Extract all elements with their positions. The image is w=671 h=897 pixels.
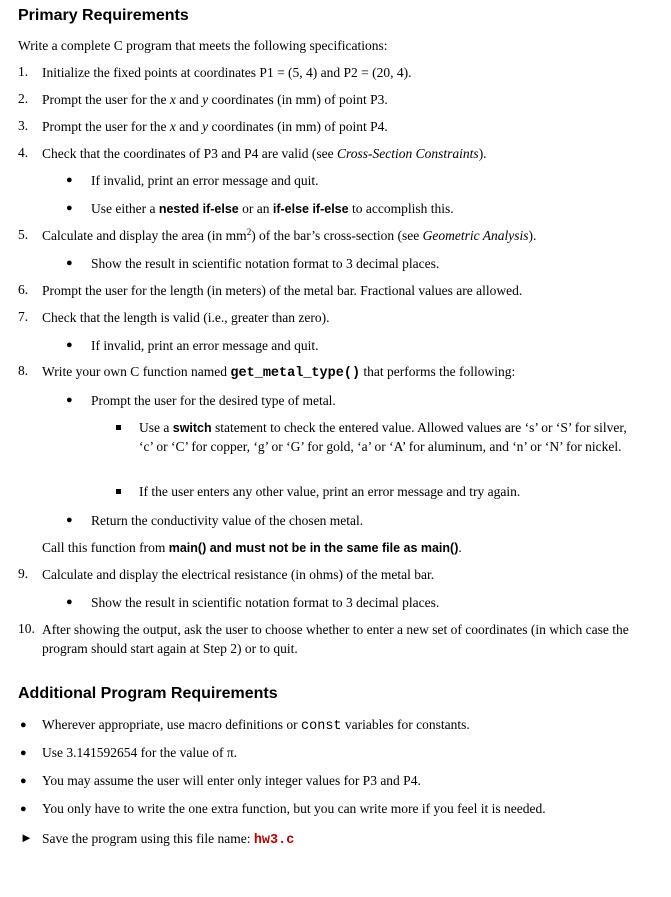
- step-8-bullet-1: Prompt the user for the desired type of metal.: [91, 393, 336, 408]
- square-bullet-icon: [116, 425, 121, 430]
- step-number: 4.: [18, 145, 29, 160]
- step-2-text: Prompt the user for the x and y coordinates (in mm) of point P3.: [42, 92, 388, 107]
- step-8-sub-bullet-2: If the user enters any other value, print an error message and try again.: [139, 484, 521, 499]
- save-instruction: Save the program using this file name: hw3.c: [42, 831, 295, 848]
- bullet-icon: ●: [66, 394, 73, 406]
- step-9-bullet-1: Show the result in scientific notation format to 3 decimal places.: [91, 595, 440, 610]
- bullet-icon: ●: [20, 747, 27, 759]
- step-number: 6.: [18, 282, 29, 297]
- step-9-text: Calculate and display the electrical resistance (in ohms) of the metal bar.: [42, 567, 435, 582]
- step-8-text: Write your own C function named get_metal_type() that performs the following:: [42, 364, 516, 381]
- step-1-text: Initialize the fixed points at coordinates P1 = (5, 4) and P2 = (20, 4).: [42, 65, 412, 80]
- additional-bullet-4: You only have to write the one extra function, but you can write more if you feel it is needed.: [42, 801, 546, 816]
- step-5-text: Calculate and display the area (in $mm^2$) of the bar’s cross-section (see Geometric Analysis).: [42, 227, 537, 243]
- bullet-icon: ●: [66, 339, 73, 351]
- step-number: 9.: [18, 566, 29, 581]
- file-name: hw3.c: [253, 833, 295, 848]
- step-4-text: Check that the coordinates of P3 and P4 are valid (see Cross-Section Constraints).: [42, 146, 487, 161]
- bullet-icon: ●: [66, 174, 73, 186]
- step-8-sub-bullet-1: Use a switch statement to check the entered value. Allowed values are ‘s’ or ‘S’ for silver, ‘c’ or ‘C’ for copper, ‘g’ or ‘G’ for gold, ‘a’ or ‘A’ for aluminum, and ‘n’ or ‘N’ for nickel.: [139, 420, 627, 454]
- bullet-icon: ●: [20, 775, 27, 787]
- heading-primary-requirements: Primary Requirements: [18, 7, 189, 24]
- step-8-bullet-2: Return the conductivity value of the chosen metal.: [91, 513, 364, 528]
- step-5-bullet-1: Show the result in scientific notation format to 3 decimal places.: [91, 256, 440, 271]
- bullet-icon: ●: [66, 596, 73, 608]
- step-number: 2.: [18, 91, 29, 106]
- step-number: 5.: [18, 227, 29, 242]
- step-10-text: After showing the output, ask the user to choose whether to enter a new set of coordinates (in which case the program should start again at Step 2) or to quit.: [42, 622, 629, 656]
- additional-bullet-3: You may assume the user will enter only integer values for P3 and P4.: [42, 773, 421, 788]
- bullet-icon: ●: [66, 257, 73, 269]
- intro-text: Write a complete C program that meets the following specifications:: [18, 38, 388, 53]
- step-7-bullet-1: If invalid, print an error message and quit.: [91, 338, 319, 353]
- bullet-icon: ●: [66, 514, 73, 526]
- bullet-icon: ●: [20, 719, 27, 731]
- arrow-bullet-icon: ►: [20, 830, 33, 845]
- bullet-icon: ●: [66, 202, 73, 214]
- bullet-icon: ●: [20, 803, 27, 815]
- step-4-bullet-1: If invalid, print an error message and quit.: [91, 173, 319, 188]
- step-number: 1.: [18, 64, 29, 79]
- step-7-text: Check that the length is valid (i.e., greater than zero).: [42, 310, 330, 325]
- step-8-call-note: Call this function from main() and must not be in the same file as main().: [42, 540, 462, 555]
- step-number: 8.: [18, 363, 29, 378]
- heading-additional-requirements: Additional Program Requirements: [18, 685, 278, 702]
- step-3-text: Prompt the user for the x and y coordinates (in mm) of point P4.: [42, 119, 388, 134]
- step-number: 7.: [18, 309, 29, 324]
- step-6-text: Prompt the user for the length (in meters) of the metal bar. Fractional values are allowed.: [42, 283, 523, 298]
- additional-bullet-1: Wherever appropriate, use macro definitions or const variables for constants.: [42, 717, 470, 734]
- step-number: 3.: [18, 118, 29, 133]
- step-number: 10.: [18, 621, 35, 636]
- step-4-bullet-2: Use either a nested if-else or an if-else if-else to accomplish this.: [91, 201, 454, 216]
- square-bullet-icon: [116, 489, 121, 494]
- additional-bullet-2: Use 3.141592654 for the value of π.: [42, 745, 238, 760]
